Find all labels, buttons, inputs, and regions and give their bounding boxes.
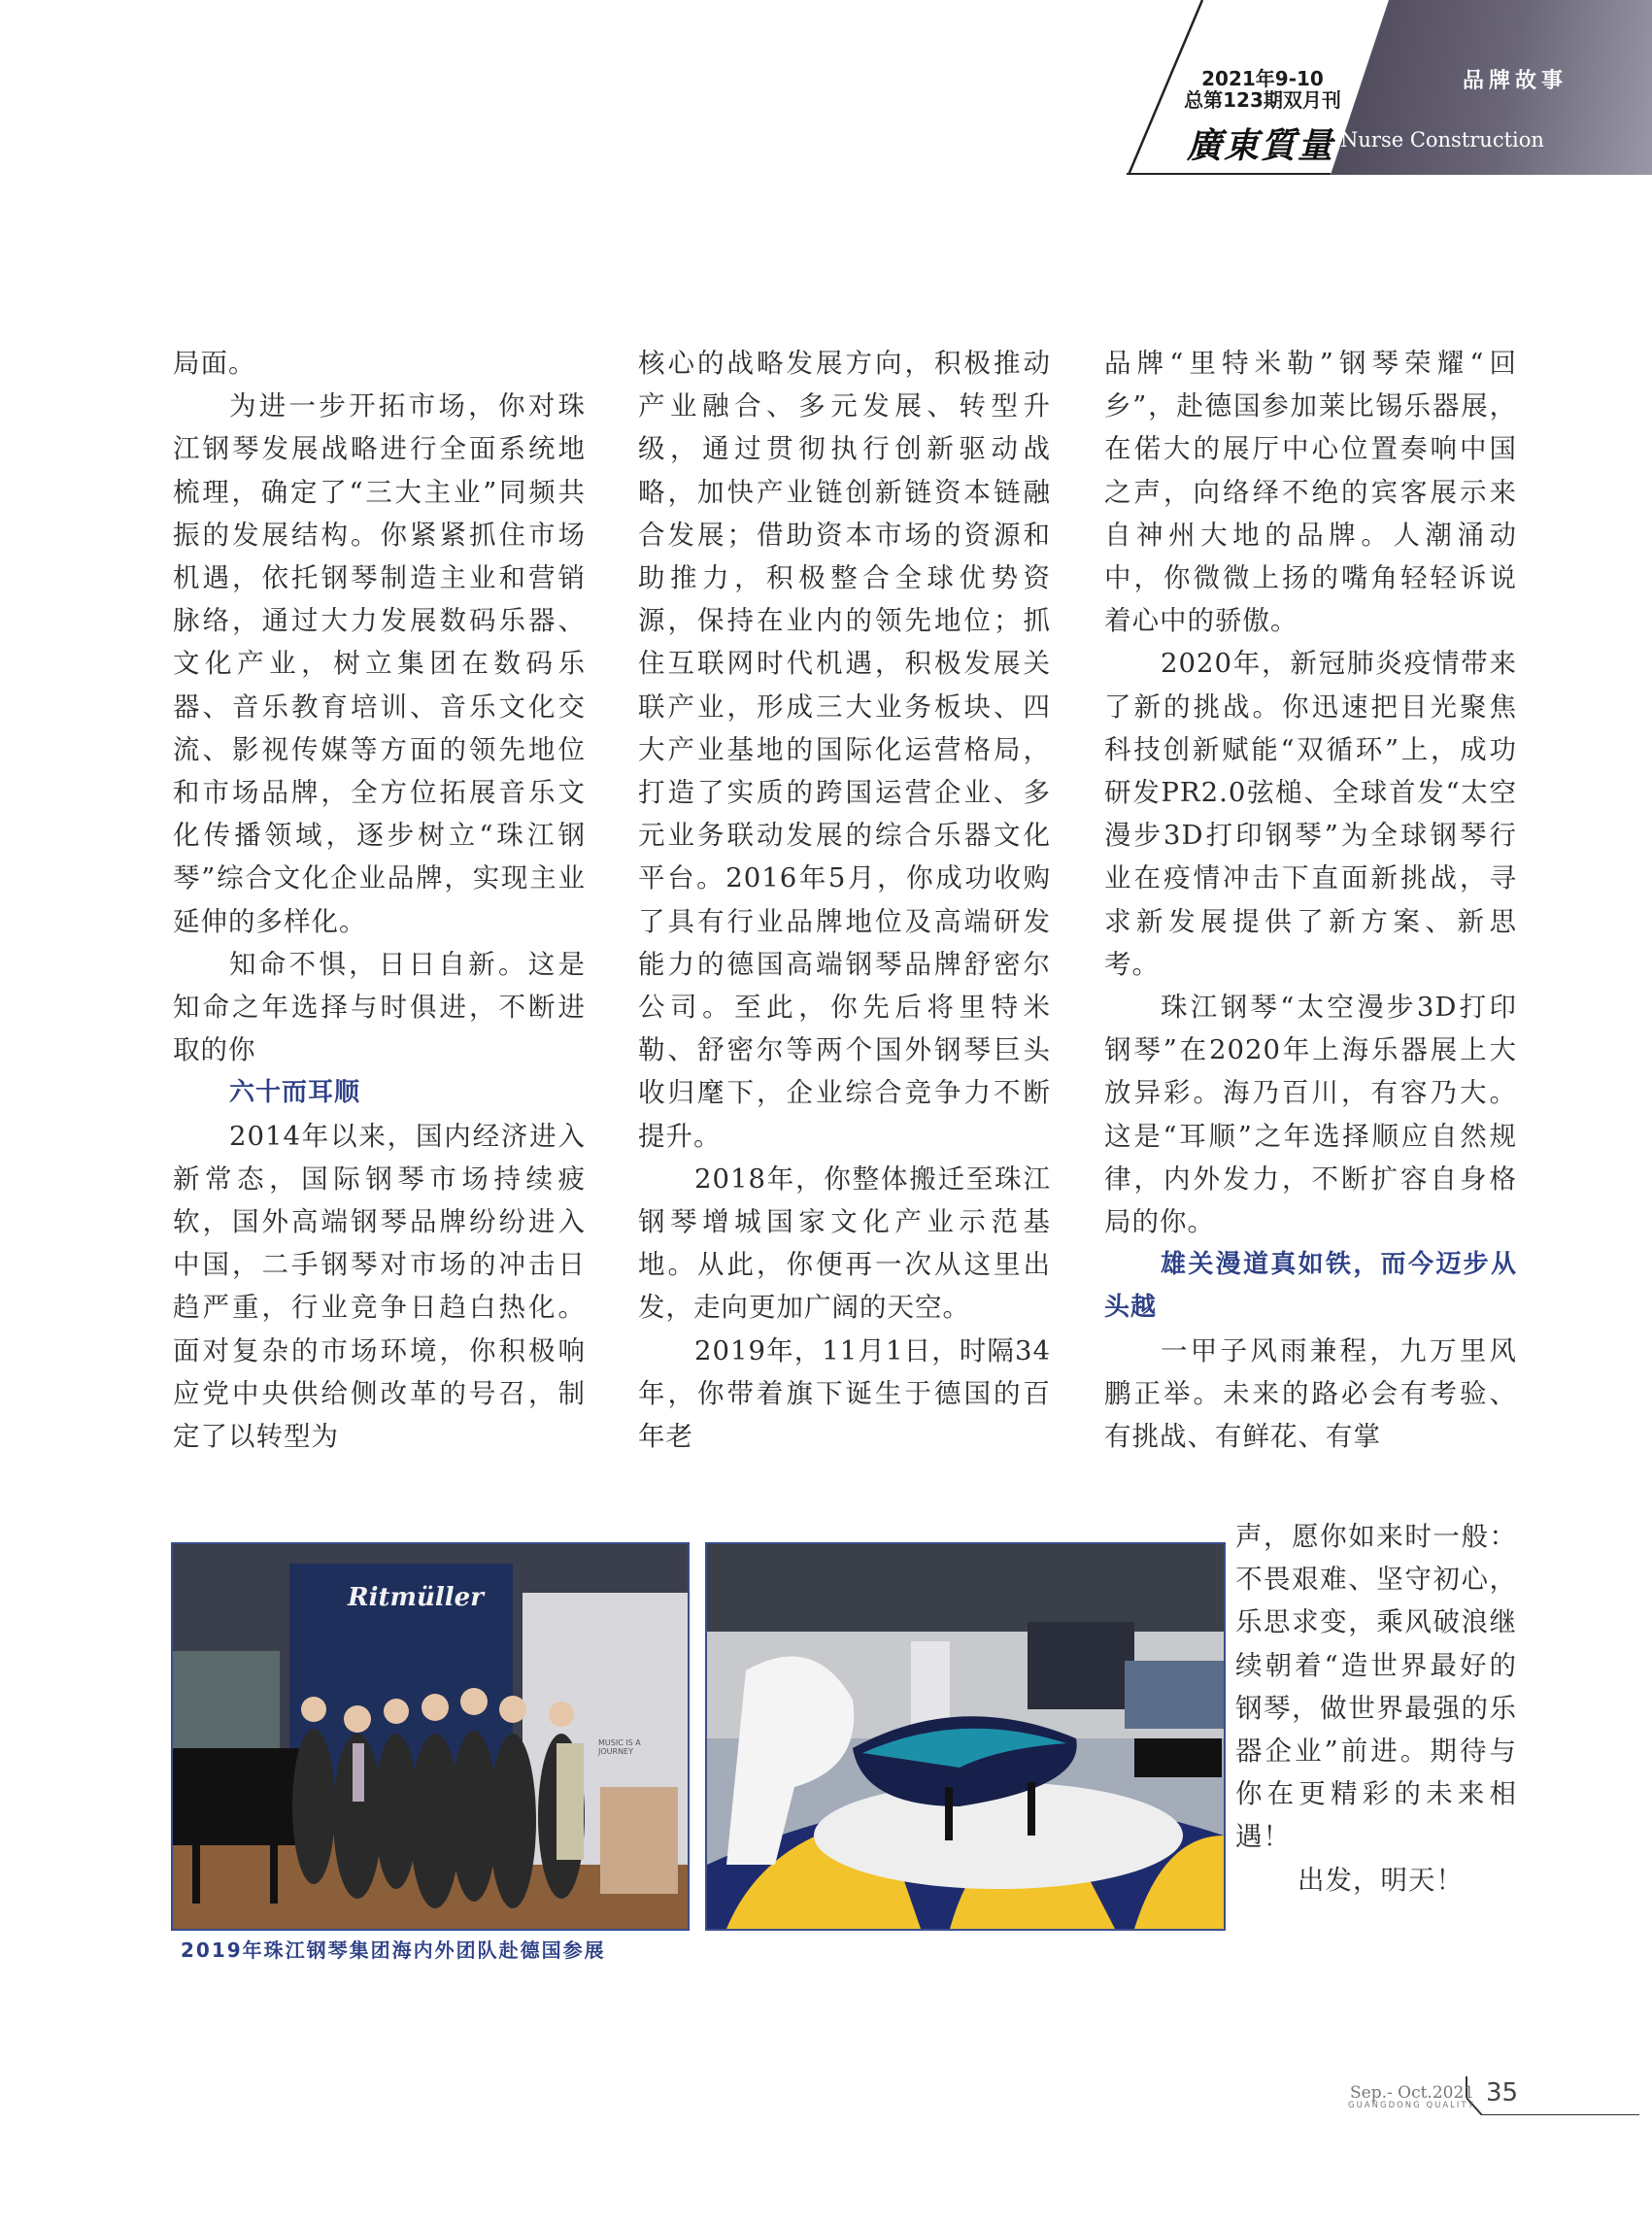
paragraph: 2019年，11月1日，时隔34年，你带着旗下诞生于德国的百年老 bbox=[638, 1334, 1051, 1453]
paragraph: 品牌“里特米勒”钢琴荣耀“回乡”，赴德国参加莱比锡乐器展，在偌大的展厅中心位置奏响中国之声，向络绎不绝的宾客展示来自神州大地的品牌。人潮涌动中，你微微上扬的嘴角轻轻诉说着心中的骄傲。 bbox=[1104, 348, 1517, 637]
section-title: 品牌故事 bbox=[1462, 69, 1568, 93]
paragraph: 2020年，新冠肺炎疫情带来了新的挑战。你迅速把目光聚焦科技创新赋能“双循环”上，成功研发PR2.0弦槌、全球首发“太空漫步3D打印钢琴”为全球钢琴行业在疫情冲击下直面新挑战，寻求新发展提供了新方案、新思考。 bbox=[1104, 648, 1517, 980]
paragraph: 核心的战略发展方向，积极推动产业融合、多元发展、转型升级，通过贯彻执行创新驱动战略，加快产业链创新链资本链融合发展；借助资本市场的资源和助推力，积极整合全球优势资源，保持在业内的领先地位；抓住互联网时代机遇，积极发展关联产业，形成三大业务板块、四大产业基地的国际化运营格局，打造了实质的跨国运营企业、多元业务联动发展的综合乐器文化平台。2016年5月，你成功收购了具有行业品牌地位及高端研发能力的德国高端钢琴品牌舒密尔公司。至此，你先后将里特米勒、舒密尔等两个国外钢琴巨头收归麾下，企业综合竞争力不断提升。 bbox=[638, 348, 1051, 1152]
article-column-3-wrap bbox=[1235, 1515, 1517, 1902]
paragraph: 一甲子风雨兼程，九万里风鹏正举。未来的路必会有考验、有挑战、有鲜花、有掌 bbox=[1104, 1334, 1517, 1453]
section-subtitle: Nurse Construction bbox=[1340, 128, 1544, 152]
paragraph: 2018年，你整体搬迁至珠江钢琴增城国家文化产业示范基地。从此，你便再一次从这里出发，走向更加广阔的天空。 bbox=[638, 1163, 1051, 1324]
article-column-3 bbox=[1104, 342, 1517, 1458]
magazine-logo: 廣東質量 bbox=[1187, 125, 1335, 166]
issue-date: 2021年9-10 bbox=[1201, 67, 1324, 90]
paragraph: 为进一步开拓市场，你对珠江钢琴发展战略进行全面系统地梳理，确定了“三大主业”同频共振的发展结构。你紧紧抓住市场机遇，依托钢琴制造主业和营销脉络，通过大力发展数码乐器、文化产业，树立集团在数码乐器、音乐教育培训、音乐文化交流、影视传媒等方面的领先地位和市场品牌，全方位拓展音乐文化传播领域，逐步树立“珠江钢琴”综合文化企业品牌，实现主业延伸的多样化。 bbox=[173, 390, 586, 937]
paragraph: 局面。 bbox=[173, 348, 256, 379]
closing-line: 出发，明天！ bbox=[1298, 1864, 1464, 1896]
exhibition-photo-illustration bbox=[707, 1544, 1224, 1929]
footer-magazine-name: GUANGDONG QUALITY bbox=[1348, 2101, 1475, 2110]
poster-text: MUSIC IS A JOURNEY bbox=[598, 1738, 641, 1756]
paragraph: 知命不惧，日日自新。这是知命之年选择与时俱进，不断进取的你 bbox=[173, 948, 586, 1066]
paragraph: 珠江钢琴“太空漫步3D打印钢琴”在2020年上海乐器展上大放异彩。海乃百川，有容乃大。这是“耳顺”之年选择顺应自然规律，内外发力，不断扩容自身格局的你。 bbox=[1104, 992, 1517, 1238]
paragraph: 2014年以来，国内经济进入新常态，国际钢琴市场持续疲软，国外高端钢琴品牌纷纷进入中国，二手钢琴对市场的冲击日趋严重，行业竞争日趋白热化。面对复杂的市场环境，你积极响应党中央供给侧改革的号召，制定了以转型为 bbox=[173, 1120, 586, 1453]
footer-date: Sep.- Oct.2021 bbox=[1350, 2083, 1475, 2103]
article-column-2 bbox=[638, 342, 1051, 1458]
issue-number: 总第123期双月刊 bbox=[1184, 88, 1341, 112]
photo-caption: 2019年珠江钢琴集团海内外团队赴德国参展 bbox=[181, 1938, 606, 1962]
page-number: 35 bbox=[1486, 2078, 1519, 2107]
paragraph: 声，愿你如来时一般：不畏艰难、坚守初心，乐思求变，乘风破浪继续朝着“造世界最好的钢琴，做世界最强的乐器企业”前进。期待与你在更精彩的未来相遇！ bbox=[1235, 1521, 1517, 1853]
photo-exhibition-hall bbox=[705, 1542, 1226, 1931]
section-subheading: 雄关漫道真如铁，而今迈步从头越 bbox=[1104, 1250, 1517, 1323]
brand-banner-text: Ritmüller bbox=[348, 1583, 484, 1612]
article-column-1 bbox=[173, 342, 586, 1458]
photo-team-at-fair bbox=[171, 1542, 690, 1931]
header-underline bbox=[1127, 173, 1331, 175]
section-subheading: 六十而耳顺 bbox=[229, 1078, 361, 1108]
